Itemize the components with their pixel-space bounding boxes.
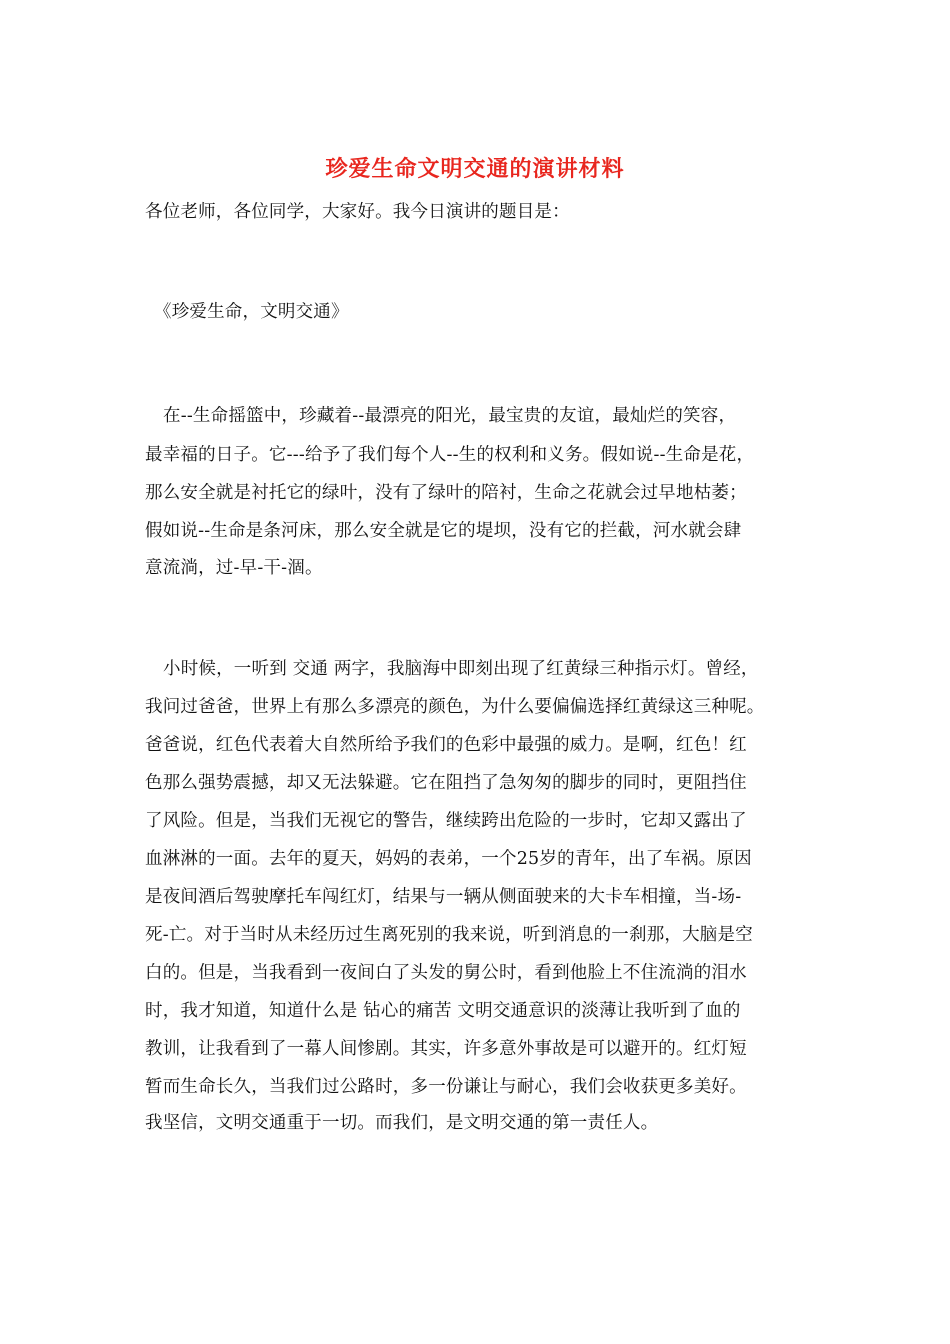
paragraph2-line: 色那么强势震撼，却又无法躲避。它在阻挡了急匆匆的脚步的同时，更阻挡住 [145, 773, 747, 793]
paragraph1-line: 意流淌，过-早-干-涸。 [145, 558, 323, 578]
paragraph2-line: 血淋淋的一面。去年的夏天，妈妈的表弟，一个25岁的青年，出了车祸。原因 [145, 849, 752, 869]
paragraph2-line: 爸爸说，红色代表着大自然所给予我们的色彩中最强的威力。是啊，红色！红 [145, 735, 747, 755]
paragraph2-line: 暂而生命长久，当我们过公路时，多一份谦让与耐心，我们会收获更多美好。 [145, 1077, 747, 1097]
paragraph1-line: 最幸福的日子。它---给予了我们每个人--生的权利和义务。假如说--生命是花， [145, 445, 755, 465]
paragraph2-line: 教训，让我看到了一幕人间惨剧。其实，许多意外事故是可以避开的。红灯短 [145, 1039, 747, 1059]
paragraph2-line: 白的。但是，当我看到一夜间白了头发的舅公时，看到他脸上不住流淌的泪水 [145, 963, 747, 983]
intro-line: 各位老师，各位同学，大家好。我今日演讲的题目是： [145, 202, 570, 222]
paragraph2-line: 死-亡。对于当时从未经历过生离死别的我来说，听到消息的一刹那，大脑是空 [145, 925, 753, 945]
paragraph1-line: 那么安全就是衬托它的绿叶，没有了绿叶的陪衬，生命之花就会过早地枯萎； [145, 483, 747, 503]
paragraph2-line: 小时候，一听到 交通 两字，我脑海中即刻出现了红黄绿三种指示灯。曾经， [163, 659, 759, 679]
paragraph2-line: 了风险。但是，当我们无视它的警告，继续跨出危险的一步时，它却又露出了 [145, 811, 747, 831]
paragraph1-line: 在--生命摇篮中，珍藏着--最漂亮的阳光，最宝贵的友谊，最灿烂的笑容， [163, 406, 737, 426]
paragraph2-line: 我坚信，文明交通重于一切。而我们，是文明交通的第一责任人。 [145, 1113, 659, 1133]
paragraph1-line: 假如说--生命是条河床，那么安全就是它的堤坝，没有它的拦截，河水就会肆 [145, 521, 742, 541]
speech-title: 《珍爱生命，文明交通》 [154, 302, 349, 322]
document-title: 珍爱生命文明交通的演讲材料 [325, 156, 625, 182]
paragraph2-line: 是夜间酒后驾驶摩托车闯红灯，结果与一辆从侧面驶来的大卡车相撞，当-场- [145, 887, 742, 907]
paragraph2-line: 时，我才知道，知道什么是 钻心的痛苦 文明交通意识的淡薄让我听到了血的 [145, 1001, 741, 1021]
paragraph2-line: 我问过爸爸，世界上有那么多漂亮的颜色，为什么要偏偏选择红黄绿这三种呢。 [145, 697, 765, 717]
